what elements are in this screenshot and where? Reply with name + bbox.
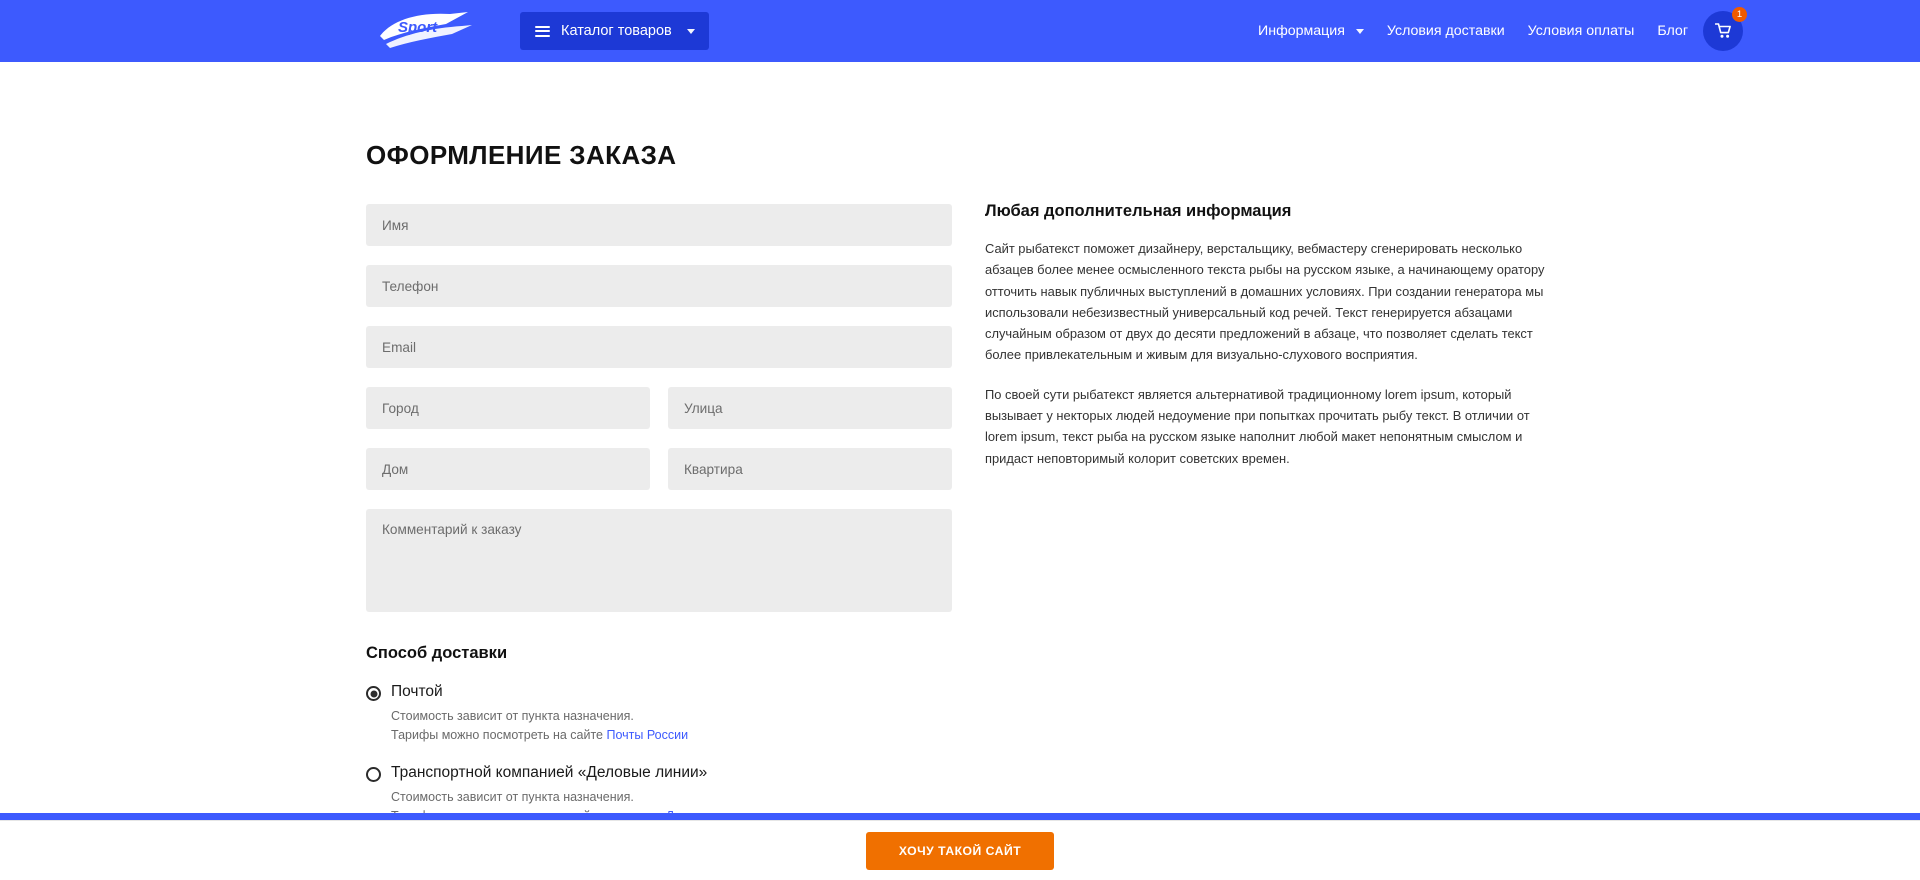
name-field[interactable]: Имя bbox=[366, 204, 952, 246]
site-logo[interactable] bbox=[366, 2, 488, 58]
nav-label: Условия оплаты bbox=[1527, 23, 1635, 39]
main-nav bbox=[1258, 0, 1688, 62]
radio-delivery-post[interactable] bbox=[366, 686, 381, 701]
site-header bbox=[0, 0, 1920, 62]
city-field[interactable]: Город bbox=[366, 387, 650, 429]
address-row-1 bbox=[366, 387, 952, 448]
delivery-desc-line-2: Тарифы можно посмотреть на сайте bbox=[391, 728, 607, 743]
delivery-section-title: Способ доставки bbox=[366, 644, 508, 662]
delivery-desc-line-1: Стоимость зависит от пункта назначения. bbox=[391, 709, 634, 723]
info-paragraph-2: По своей сути рыбатекст является альтернативой традиционному lorem ipsum, который вызывает у некторых людей недоумение при попытках прочитать рыбу текст. В отличии от lorem ipsum, текст рыба на русском языке наполнит любой макет непонятным смыслом и придаст неповторимый колорит советских времен. bbox=[985, 386, 1530, 466]
delivery-option-label: Транспортной компанией «Деловые линии» bbox=[391, 763, 708, 781]
nav-label: Условия доставки bbox=[1386, 23, 1505, 39]
menu-icon bbox=[535, 26, 550, 37]
want-such-site-button[interactable]: ХОЧУ ТАКОЙ САЙТ bbox=[866, 832, 1054, 870]
email-field[interactable]: Email bbox=[366, 326, 952, 368]
street-field[interactable]: Улица bbox=[668, 387, 952, 429]
house-field[interactable]: Дом bbox=[366, 448, 650, 490]
flat-field[interactable]: Квартира bbox=[668, 448, 952, 490]
comment-field[interactable]: Комментарий к заказу bbox=[366, 509, 952, 612]
nav-item-payment-terms[interactable] bbox=[1528, 23, 1635, 39]
svg-text:Sport: Sport bbox=[398, 19, 438, 36]
info-paragraph-1: Сайт рыбатекст поможет дизайнеру, верстальщику, вебмастеру сгенерировать несколько абзацев более менее осмысленного текста рыбы на русском языке, а начинающему оратору отточить навык публичных выступлений в домашних условиях. При создании генератора мы использовали небезизвестный универсальный код речей. Текст генерируется абзацами случайным образом от двух до десяти предложений в абзаце, что позволяет сделать текст более привлекательным и живым для визуально-слухового восприятия. bbox=[985, 241, 1545, 363]
nav-item-blog[interactable] bbox=[1657, 23, 1688, 39]
cart-icon bbox=[1715, 23, 1732, 39]
footer-cta-bar bbox=[0, 820, 1920, 880]
nav-item-delivery-terms[interactable] bbox=[1387, 23, 1505, 39]
accent-strip bbox=[0, 813, 1920, 820]
phone-field[interactable]: Телефон bbox=[366, 265, 952, 307]
page-title: ОФОРМЛЕНИЕ ЗАКАЗА bbox=[366, 140, 677, 170]
cart-badge: 1 bbox=[1732, 7, 1747, 22]
delivery-desc-line-1: Стоимость зависит от пункта назначения. bbox=[391, 789, 634, 804]
checkout-form bbox=[366, 204, 952, 880]
nav-label: Блог bbox=[1657, 23, 1688, 39]
address-row-2 bbox=[366, 448, 952, 509]
nav-item-information[interactable] bbox=[1258, 23, 1364, 39]
chevron-down-icon bbox=[1356, 29, 1364, 34]
delivery-option-label: Почтой bbox=[391, 683, 443, 700]
nav-label: Информация bbox=[1258, 23, 1345, 39]
cart-button[interactable] bbox=[1703, 11, 1743, 51]
catalog-button-label: Каталог товаров bbox=[561, 23, 672, 39]
catalog-button[interactable] bbox=[520, 12, 709, 50]
info-title: Любая дополнительная информация bbox=[985, 202, 1292, 220]
delivery-option-desc bbox=[391, 707, 952, 746]
delivery-option-post bbox=[366, 683, 952, 746]
chevron-down-icon bbox=[687, 29, 695, 34]
delivery-link-post[interactable]: Почты России bbox=[606, 728, 689, 743]
radio-delivery-transport[interactable] bbox=[366, 767, 381, 782]
additional-info bbox=[985, 202, 1545, 487]
